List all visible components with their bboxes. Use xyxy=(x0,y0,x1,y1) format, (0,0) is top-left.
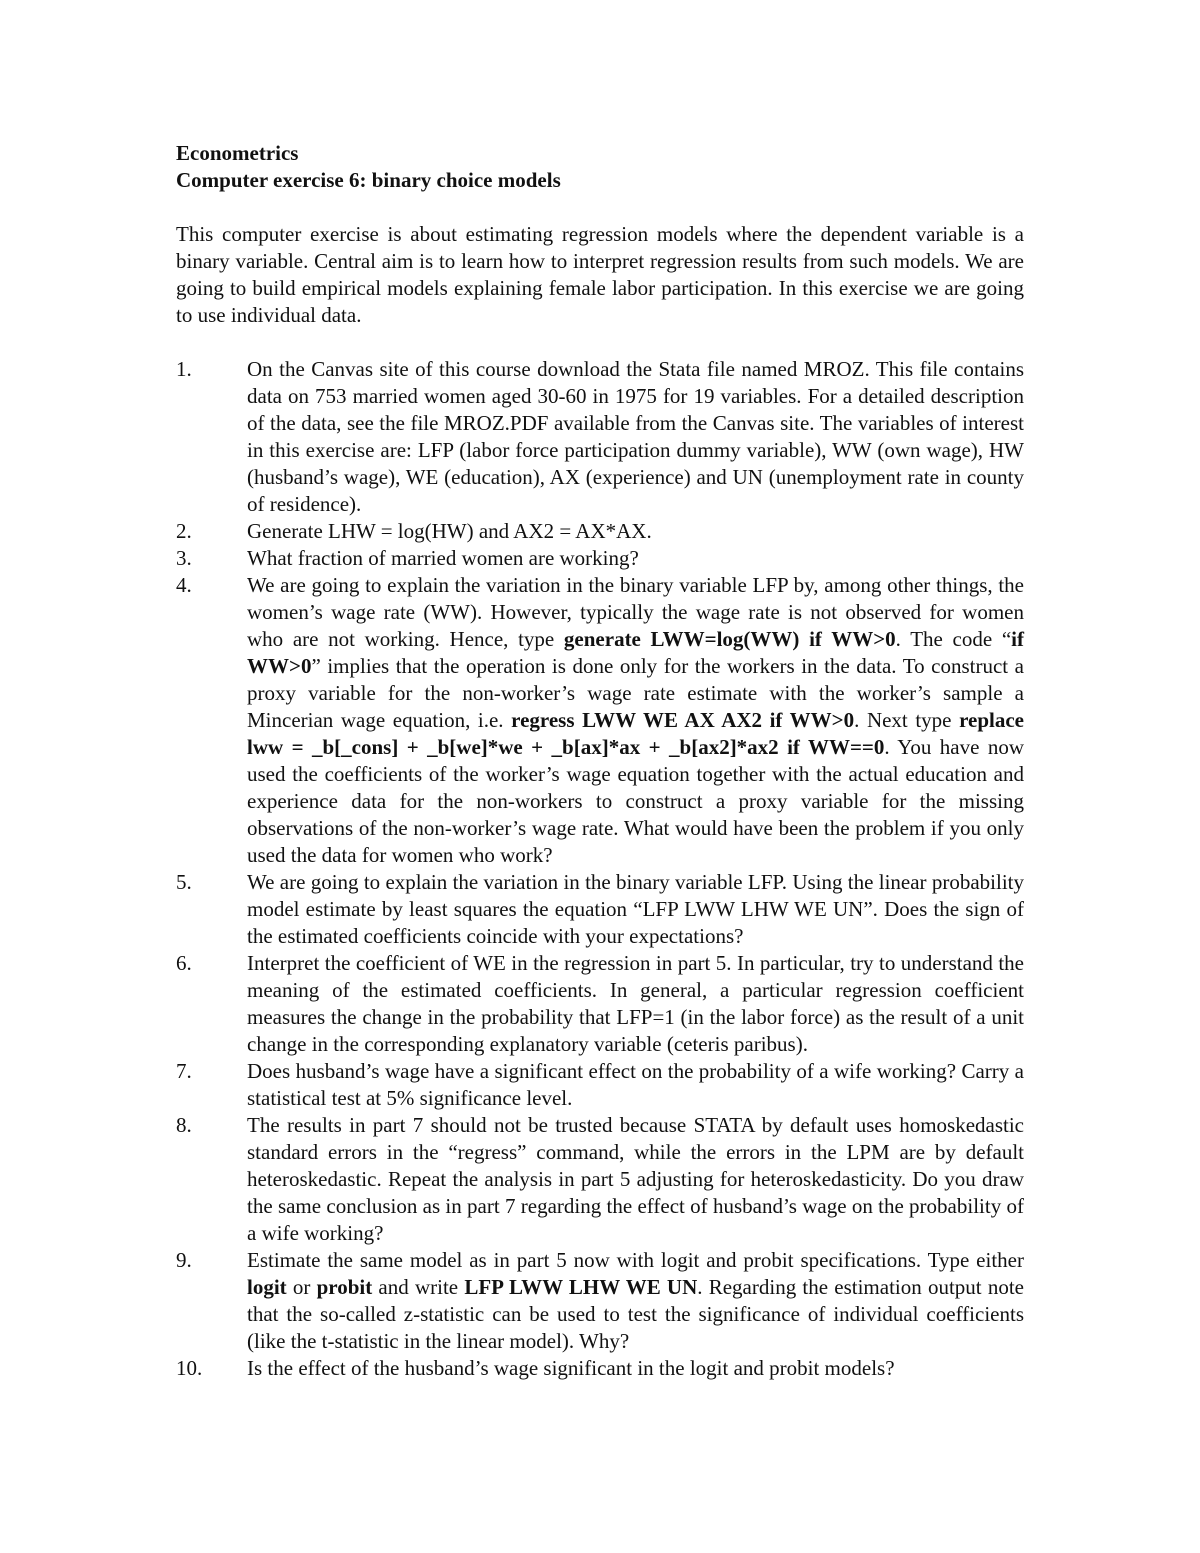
stata-command: generate LWW=log(WW) if WW>0 xyxy=(563,627,896,651)
item-text: and write xyxy=(372,1275,465,1299)
item-text: Generate LHW = log(HW) and AX2 = AX*AX. xyxy=(247,519,652,543)
item-text: . The code “ xyxy=(895,627,1012,651)
item-text: On the Canvas site of this course download the Stata file named MROZ. This file contains data on 753 married women aged 30-60 in 1975 for 19 variables. For a detailed description of the data, see the file MROZ.PDF available from the Canvas site. The variables of interest in this exercise are: LFP (labor force participation dummy variable), WW (own wage), HW (husband’s wage), WE (education), AX (experience) and UN (unemployment rate in county of residence). xyxy=(247,357,1024,516)
item-text: ” implies that the operation is done only for the workers in the data. To construct a proxy variable for the non-worker’s wage rate estimate with the worker’s sample a Mincerian wage equation, i.e. xyxy=(247,654,1024,732)
exercise-item-4 xyxy=(176,572,1024,869)
intro-paragraph: This computer exercise is about estimating regression models where the dependent variable is a binary variable. Central aim is to learn how to interpret regression results from such models. We are going to build empirical models explaining female labor participation. In this exercise we are going to use individual data. xyxy=(176,222,1024,327)
stata-command: logit xyxy=(247,1275,287,1299)
stata-command: if WW>0 xyxy=(247,627,1024,678)
exercise-item-1 xyxy=(176,356,1024,518)
item-text: We are going to explain the variation in the binary variable LFP by, among other things, the women’s wage rate (WW). However, typically the wage rate is not observed for women who are not working. Hence, type xyxy=(247,573,1024,651)
stata-command: probit xyxy=(316,1275,373,1299)
document-body xyxy=(176,140,1024,1382)
exercise-item-8 xyxy=(176,1112,1024,1247)
exercise-item-2 xyxy=(176,518,1024,545)
item-text: Is the effect of the husband’s wage significant in the logit and probit models? xyxy=(247,1356,895,1380)
item-text: The results in part 7 should not be trusted because STATA by default uses homoskedastic standard errors in the “regress” command, while the errors in the LPM are by default heteroskedastic. Repeat the analysis in part 5 adjusting for heteroskedasticity. Do you draw the same conclusion as in part 7 regarding the effect of husband’s wage on the probability of a wife working? xyxy=(247,1113,1024,1245)
item-text: or xyxy=(286,1275,317,1299)
item-text: Interpret the coefficient of WE in the regression in part 5. In particular, try to understand the meaning of the estimated coefficients. In general, a particular regression coefficient measures the change in the probability that LFP=1 (in the labor force) as the result of a unit change in the corresponding explanatory variable (ceteris paribus). xyxy=(247,951,1024,1056)
stata-command: replace lww = _b[_cons] + _b[we]*we + _b[ax]*ax + _b[ax2]*ax2 if WW==0 xyxy=(247,708,1024,759)
item-number: 6. xyxy=(176,951,192,975)
item-text: . Regarding the estimation output note that the so-called z-statistic can be used to test the significance of individual coefficients (like the t-statistic in the linear model). Why? xyxy=(247,1275,1024,1353)
item-text: We are going to explain the variation in the binary variable LFP. Using the linear probability model estimate by least squares the equation “LFP LWW LHW WE UN”. Does the sign of the estimated coefficients coincide with your expectations? xyxy=(247,870,1024,948)
document-subtitle: Computer exercise 6: binary choice models xyxy=(176,168,561,192)
document-title: Econometrics xyxy=(176,141,299,165)
item-number: 3. xyxy=(176,546,192,570)
item-number: 7. xyxy=(176,1059,192,1083)
stata-command: LFP LWW LHW WE UN xyxy=(464,1275,698,1299)
item-text: . You have now used the coefficients of the worker’s wage equation together with the actual education and experience data for the non-workers to construct a proxy variable for the missing observations of the non-worker’s wage rate. What would have been the problem if you only used the data for women who work? xyxy=(247,735,1025,867)
exercise-item-7 xyxy=(176,1058,1024,1112)
item-text: Does husband’s wage have a significant effect on the probability of a wife working? Carry a statistical test at 5% significance level. xyxy=(247,1059,1024,1110)
item-number: 4. xyxy=(176,573,192,597)
item-text: What fraction of married women are working? xyxy=(247,546,639,570)
exercise-item-6 xyxy=(176,950,1024,1058)
item-text: . Next type xyxy=(854,708,960,732)
exercise-item-9 xyxy=(176,1247,1024,1355)
item-number: 8. xyxy=(176,1113,192,1137)
item-number: 2. xyxy=(176,519,192,543)
item-text: Estimate the same model as in part 5 now with logit and probit specifications. Type either xyxy=(247,1248,1024,1272)
stata-command: regress LWW WE AX AX2 if WW>0 xyxy=(511,708,855,732)
item-number: 10. xyxy=(176,1356,203,1380)
exercise-item-5 xyxy=(176,869,1024,950)
item-number: 1. xyxy=(176,357,192,381)
item-number: 5. xyxy=(176,870,192,894)
exercise-item-3 xyxy=(176,545,1024,572)
item-number: 9. xyxy=(176,1248,192,1272)
exercise-item-10 xyxy=(176,1355,1024,1382)
